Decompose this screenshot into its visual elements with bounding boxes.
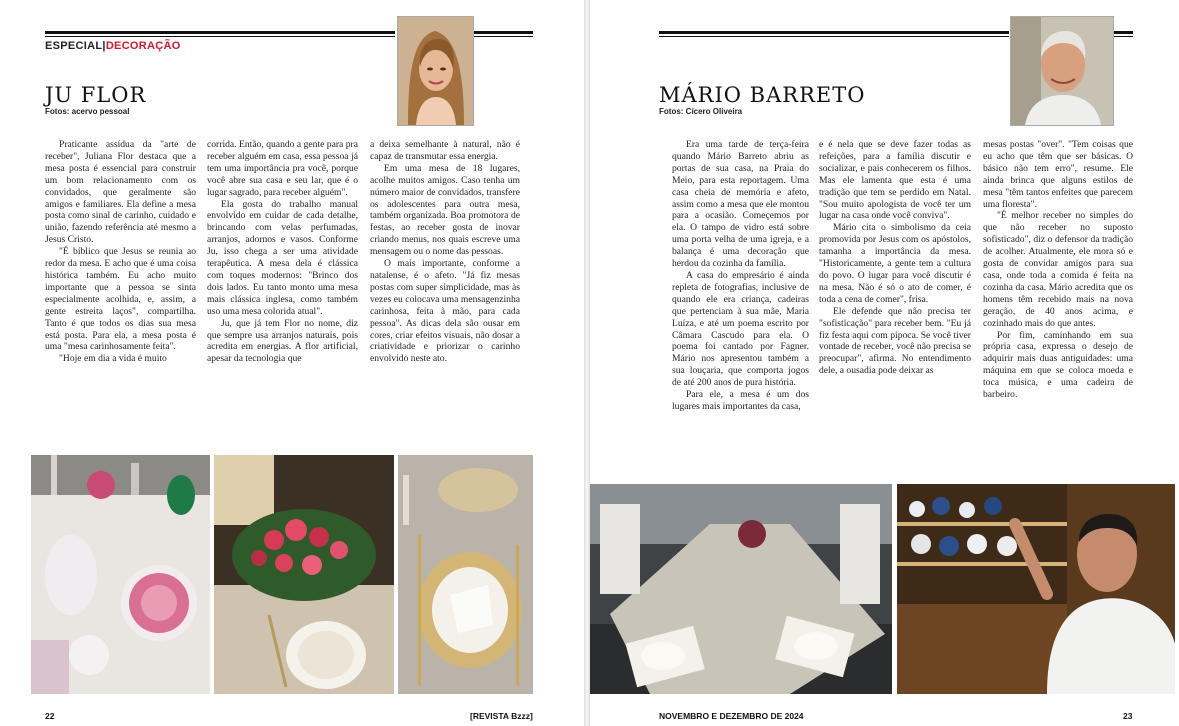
photo-flower-arrangement bbox=[214, 455, 394, 694]
paragraph: Praticante assídua da "arte de receber", Juliana Flor destaca que a mesa posta é essencial para construir um bom relacionamento com os convidados, que geralmente são amigos e familiares. Ela define a mesa posta como sinal de carinho, cuidado e união, fazendo referência até mesmo a Jesus Cristo. bbox=[45, 139, 196, 246]
photo-table-pink bbox=[31, 455, 210, 694]
article-column-3 bbox=[370, 139, 520, 365]
photo-mario-china-cabinet-image bbox=[897, 484, 1175, 694]
paragraph: "É melhor receber no simples do que não receber no suposto sofisticado", diz o defensor da tradição de acolher. Atualmente, ele mora só e gosta de convidar amigos para sua casa, onde toda a comida é feita na cozinha da casa. Mário acredita que os homens têm recebido mais na nova geração, de 40 anos acima, e cozinhado mais do que antes. bbox=[983, 210, 1133, 329]
photo-credit: Fotos: Cícero Oliveira bbox=[659, 107, 743, 116]
paragraph: Mário cita o simbolismo da ceia promovida por Jesus com os apóstolos, tamanha a importância da mesa. "Historicamente, a gente tem a cultura do povo. O lugar para você discutir é na mesa. Não é só o ato de comer, é toda a cena de comer", frisa. bbox=[819, 222, 971, 305]
section-label-accent: DECORAÇÃO bbox=[105, 40, 181, 52]
paragraph: Para ele, a mesa é um dos lugares mais importantes da casa, bbox=[672, 389, 809, 412]
photo-table-pink-image bbox=[31, 455, 210, 694]
photo-dining-table bbox=[590, 484, 892, 694]
photo-place-setting-gold bbox=[398, 455, 533, 694]
paragraph: e é nela que se deve fazer todas as refeições, para a família discutir e socializar, e pais conhecerem os filhos. Mas ele lamenta que esta é uma tradição que tem se perdido em Natal. "Sou muito apologista de você ter um lugar na casa onde você conviva". bbox=[819, 139, 971, 222]
section-label bbox=[45, 40, 181, 52]
photo-flower-arrangement-image bbox=[214, 455, 394, 694]
paragraph: Ela gosta do trabalho manual envolvido em cuidar de cada detalhe, brincando com velas perfumadas, arranjos, adornos e vasos. Conforme Ju, isso chega a ser uma atividade terapêutica. A mesa dela é clássica com toques modernos: "Brinco dos dois lados. Eu tanto monto uma mesa mais clássica inglesa, como também uso uma mesa colorida atual". bbox=[207, 198, 358, 317]
article-column-2 bbox=[207, 139, 358, 365]
photo-dining-table-image bbox=[590, 484, 892, 694]
top-rule-right-thin bbox=[473, 36, 533, 37]
top-rule bbox=[659, 31, 1009, 34]
paragraph: corrida. Então, quando a gente para pra receber alguém em casa, essa pessoa já tem uma importância pra você, porque você abre sua casa e seu lar, que é o lugar sagrado, para receber alguém". bbox=[207, 139, 358, 198]
photo-mario-china-cabinet bbox=[897, 484, 1175, 694]
top-rule-thin bbox=[659, 36, 1009, 37]
article-column-2 bbox=[819, 139, 971, 377]
top-rule-thin bbox=[45, 36, 395, 37]
paragraph: Ju, que já tem Flor no nome, diz que sempre usa arranjos naturais, pois acredita em energias. A flor artificial, apesar da tecnologia que bbox=[207, 317, 358, 365]
top-rule-right bbox=[473, 31, 533, 34]
paragraph: O mais importante, conforme a natalense, é o afeto. "Já fiz mesas postas com super simplicidade, mas às vezes eu colocava uma mensagenzinha carinhosa, feita à mão, para cada pessoa". As dicas dela são ousar em cores, criar efeitos visuais, não dosar a criatividade e priorizar o carinho envolvido neste ato. bbox=[370, 258, 520, 365]
left-page bbox=[0, 0, 584, 726]
paragraph: "É bíblico que Jesus se reunia ao redor da mesa. E acho que é uma coisa histórica também. Eu acho muito importante que a pessoa se sinta especialmente acolhida, e, assim, a gente estreita laços", compartilha. Tanto é que todos os dias sua mesa está posta. Para ela, a mesa posta é uma "mesa carinhosamente feita". bbox=[45, 246, 196, 353]
article-column-1 bbox=[672, 139, 809, 413]
portrait-mario-barreto-image bbox=[1011, 17, 1113, 125]
photo-place-setting-gold-image bbox=[398, 455, 533, 694]
footer-page-number: 22 bbox=[45, 711, 55, 721]
profile-name: MÁRIO BARRETO bbox=[659, 83, 866, 107]
portrait-ju-flor bbox=[397, 16, 474, 126]
portrait-ju-flor-image bbox=[398, 17, 473, 125]
photo-credit: Fotos: acervo pessoal bbox=[45, 107, 130, 116]
paragraph: Era uma tarde de terça-feira quando Mário Barreto abriu as portas de sua casa, na Praia do Meio, para esta reportagem. Uma casa cheia de memória e afeto, assim como a mesa que ele montou para a ocasião. Começemos por ela. O tampo de vidro está sobre uma porta velha de uma igreja, e a balança é uma decoração que herdou da cozinha da família. bbox=[672, 139, 809, 270]
paragraph: A casa do empresário é ainda repleta de fotografias, inclusive de quando ele era criança, cadeiras que pertenciam à sua mãe, Maria Luíza, e até um poema escrito por Câmara Cascudo para ela. O poema foi cantado por Fagner. Mário nos apresentou também a sua louçaria, que comporta jogos de até 200 anos de pura história. bbox=[672, 269, 809, 389]
paragraph: mesas postas "over". "Tem coisas que eu acho que têm que ser básicas. O básico não tem erro", resume. Ele ainda brinca que alguns estilos de mesa "têm tantos enfeites que parecem uma floresta". bbox=[983, 139, 1133, 210]
paragraph: a deixa semelhante à natural, não é capaz de transmutar essa energia. bbox=[370, 139, 520, 162]
article-column-3 bbox=[983, 139, 1133, 401]
paragraph: Ele defende que não precisa ter "sofisticação" para receber bem. "Eu já fiz festa aqui com pipoca. Se você tiver vontade de receber, você não precisa se preocupar", afirma. No entendimento dele, a ousadia pode deixar as bbox=[819, 305, 971, 377]
portrait-mario-barreto bbox=[1010, 16, 1114, 126]
footer-issue: NOVEMBRO E DEZEMBRO DE 2024 bbox=[659, 711, 804, 721]
paragraph: "Hoje em dia a vida é muito bbox=[59, 353, 167, 365]
right-page bbox=[590, 0, 1179, 726]
profile-name: JU FLOR bbox=[45, 83, 147, 107]
section-label-divider: | bbox=[102, 40, 106, 52]
footer-page-number: 23 bbox=[1123, 711, 1133, 721]
footer-magazine: [REVISTA Bzzz] bbox=[470, 711, 533, 721]
section-label-main: ESPECIAL bbox=[45, 40, 103, 52]
top-rule bbox=[45, 31, 395, 34]
article-column-1 bbox=[45, 139, 196, 365]
paragraph: Em uma mesa de 18 lugares, acolhe muitos amigos. Caso tenha um número maior de convidados, transfere os adolescentes para outra mesa, também organizada. Boa promotora de festas, ao receber gosta de inovar criando menus, nos quais escreve uma mensagem ou o nome das pessoas. bbox=[370, 162, 520, 258]
paragraph: Por fim, caminhando em sua própria casa, expressa o desejo de adquirir mais duas antiguidades: uma máquina em que se coloca moeda e toca música, e uma cadeira de barbeiro. bbox=[983, 329, 1133, 401]
